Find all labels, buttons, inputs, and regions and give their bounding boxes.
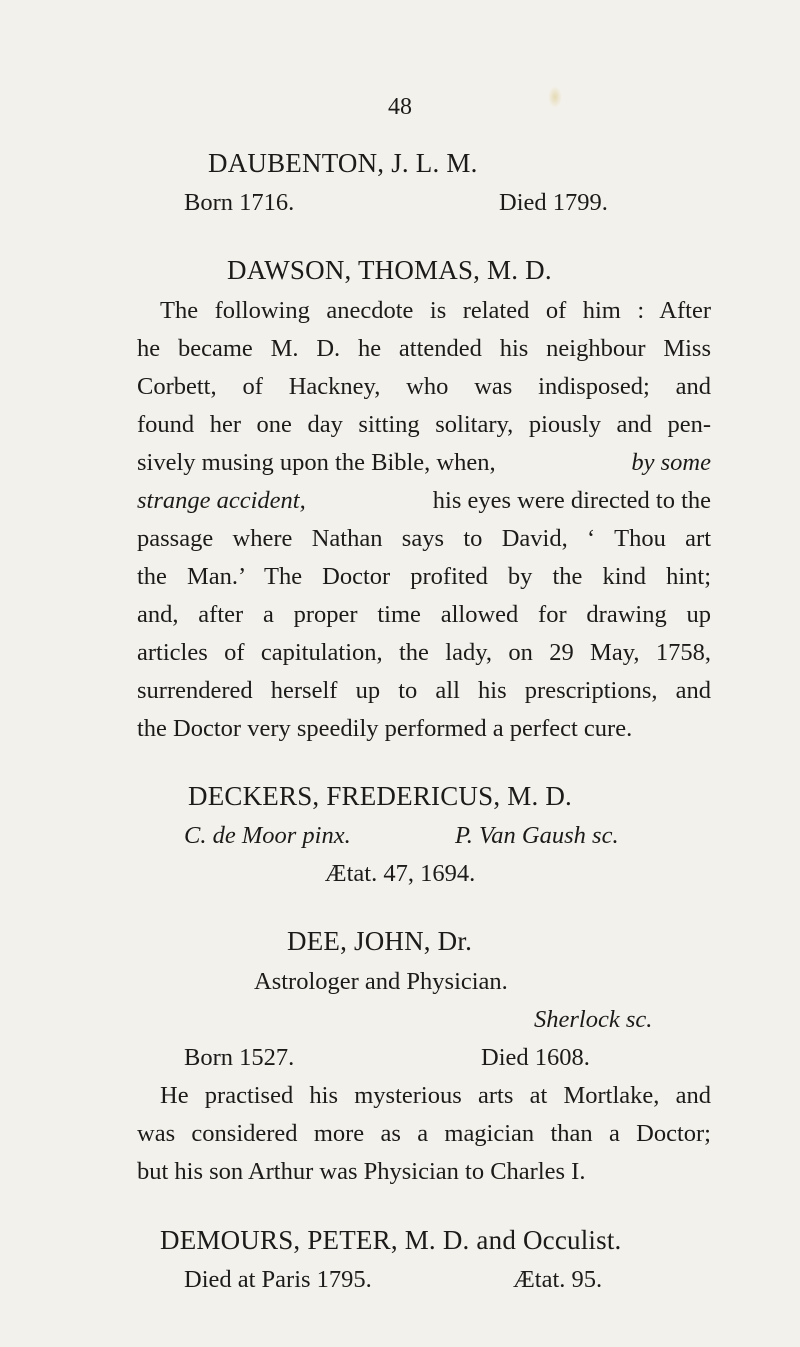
dee-text-line: He practised his mysterious arts at Mortlake, and	[160, 1082, 711, 1109]
entry-heading-demours: DEMOURS, PETER, M. D. and Occulist.	[160, 1225, 622, 1255]
dee-text-line: was considered more as a magician than a Doctor;	[137, 1120, 711, 1147]
dawson-text-line: the Man.’ The Doctor profited by the kind hint;	[137, 563, 711, 590]
dee-text-line: but his son Arthur was Physician to Charles I.	[137, 1158, 586, 1185]
daubenton-born: Born 1716.	[184, 189, 295, 216]
demours-aetat: Ætat. 95.	[513, 1266, 603, 1293]
daubenton-died: Died 1799.	[499, 189, 608, 216]
dee-born: Born 1527.	[184, 1044, 295, 1071]
entry-heading-daubenton: DAUBENTON, J. L. M.	[208, 148, 478, 178]
demours-died: Died at Paris 1795.	[184, 1266, 372, 1293]
dee-engraver	[534, 1004, 652, 1036]
dawson-italic-phrase: strange accident,	[137, 487, 306, 514]
entry-heading-deckers: DECKERS, FREDERICUS, M. D.	[188, 781, 573, 811]
dawson-text-line: The following anecdote is related of him : After	[160, 297, 711, 324]
entry-heading-dee: DEE, JOHN, Dr.	[287, 926, 473, 956]
dawson-text-line: he became M. D. he attended his neighbour Miss	[137, 335, 711, 362]
dee-died: Died 1608.	[481, 1044, 590, 1071]
deckers-painter	[184, 820, 351, 852]
dawson-text-line: and, after a proper time allowed for drawing up	[137, 601, 711, 628]
dawson-text-line: found her one day sitting solitary, piously and pen-	[137, 411, 711, 438]
dawson-text-line: surrendered herself up to all his prescriptions, and	[137, 677, 711, 704]
dawson-text-line: Corbett, of Hackney, who was indisposed; and	[137, 373, 711, 400]
dawson-text-line: articles of capitulation, the lady, on 29 May, 1758,	[137, 639, 711, 666]
dawson-text-line-mixed	[137, 447, 711, 479]
dawson-text-line: passage where Nathan says to David, ‘ Thou art	[137, 525, 711, 552]
deckers-engraver-text: P. Van Gaush sc.	[455, 822, 619, 849]
dawson-text-segment: his eyes were directed to the	[432, 487, 711, 514]
dawson-text-line: the Doctor very speedily performed a perfect cure.	[137, 715, 633, 742]
dawson-italic-phrase: by some	[631, 449, 711, 476]
deckers-painter-text: C. de Moor pinx.	[184, 822, 351, 849]
deckers-engraver	[455, 820, 619, 852]
entry-heading-dawson: DAWSON, THOMAS, M. D.	[227, 255, 552, 285]
dee-engraver-text: Sherlock sc.	[534, 1006, 653, 1033]
dawson-text-segment: sively musing upon the Bible, when,	[137, 449, 496, 476]
deckers-aetat: Ætat. 47, 1694.	[324, 860, 476, 887]
page-number: 48	[388, 94, 412, 120]
dee-subtitle: Astrologer and Physician.	[254, 968, 508, 995]
dawson-text-line-mixed	[137, 485, 711, 517]
